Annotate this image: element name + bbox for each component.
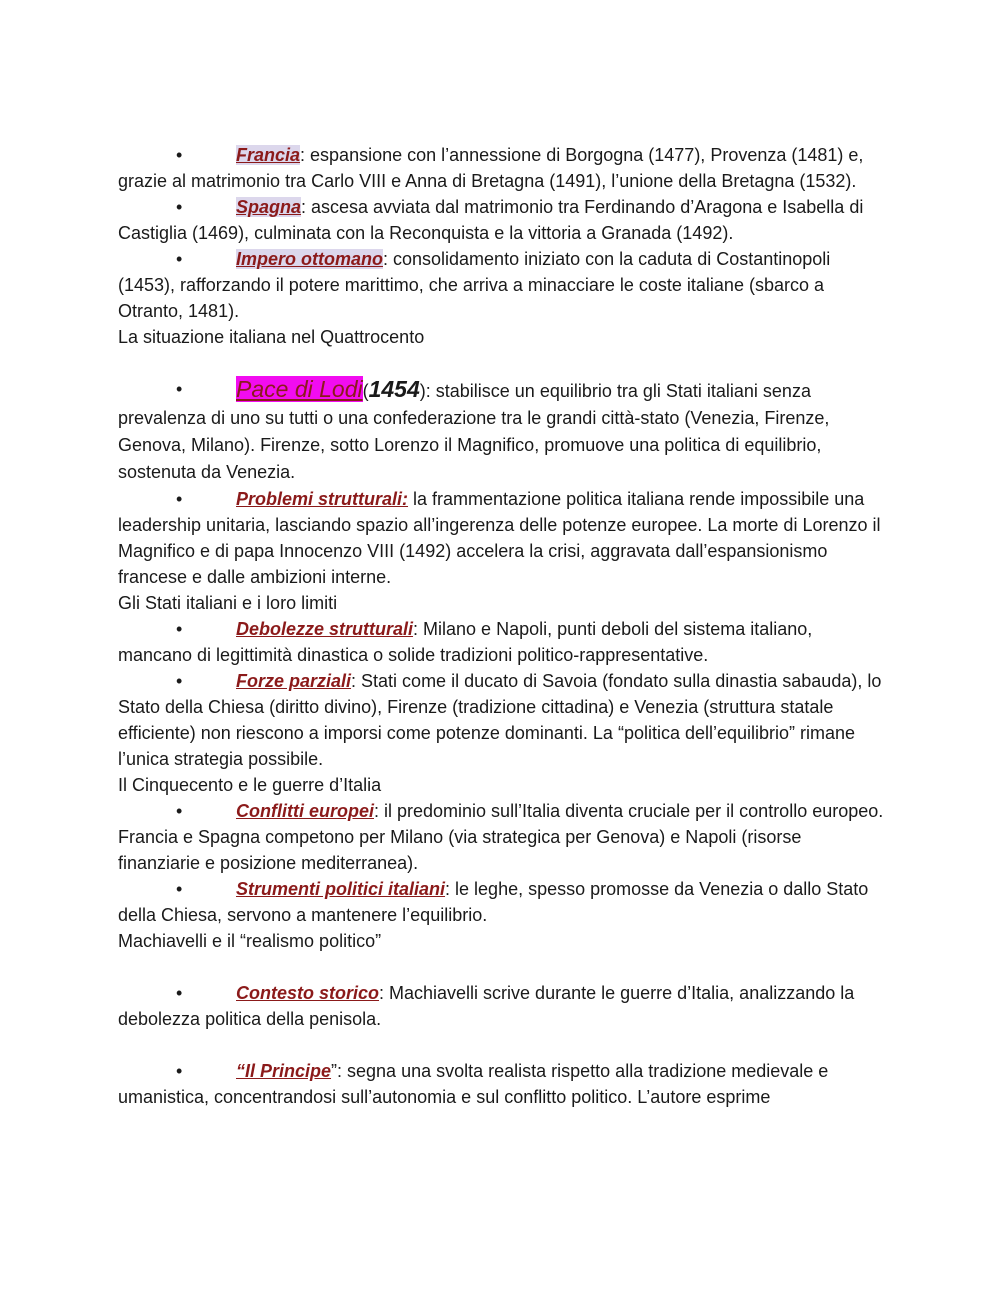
bullet-icon: • (176, 983, 183, 1003)
bullet-icon: • (176, 197, 183, 217)
bullet-icon: • (176, 619, 183, 639)
list-item-strumenti-politici (118, 876, 888, 928)
list-item-il-principe (118, 1058, 888, 1110)
list-item-conflitti-europei (118, 798, 888, 876)
section-heading: Gli Stati italiani e i loro limiti (118, 593, 338, 613)
item-text: : il predominio sull’Italia diventa cruciale per il controllo europeo. Francia e Spagna competono per Milano (via strategica per Genova) e Napoli (risorse finanziarie e posizione mediterranea). (118, 801, 884, 873)
bullet-icon: • (176, 489, 183, 509)
bullet-icon: • (176, 249, 183, 269)
paren-open: ( (362, 381, 369, 401)
bullet-icon: • (176, 801, 183, 821)
list-item-spagna (118, 194, 888, 246)
section-heading: Machiavelli e il “realismo politico” (118, 931, 382, 951)
item-text: : le leghe, spesso promosse da Venezia o dallo Stato della Chiesa, servono a mantenere l’equilibrio. (118, 879, 869, 925)
term-francia: Francia (236, 145, 301, 165)
item-text: : consolidamento iniziato con la caduta di Costantinopoli (1453), rafforzando il potere marittimo, che arriva a minacciare le coste italiane (sbarco a Otranto, 1481). (118, 249, 831, 321)
item-text: : Machiavelli scrive durante le guerre d’Italia, analizzando la debolezza politica della penisola. (118, 983, 855, 1029)
bullet-icon: • (176, 879, 183, 899)
item-text: : espansione con l’annessione di Borgogna (1477), Provenza (1481) e, grazie al matrimonio tra Carlo VIII e Anna di Bretagna (1491), l’unione della Bretagna (1532). (118, 145, 864, 191)
list-item-pace-di-lodi (118, 376, 888, 486)
item-text: : Stati come il ducato di Savoia (fondato sulla dinastia sabauda), lo Stato della Chiesa (diritto divino), Firenze (tradizione cittadina) e Venezia (struttura statale efficiente) non riescono a imporsi come potenze dominanti. La “politica dell’equilibrio” rimane l’unica strategia possibile. (118, 671, 882, 769)
term-strumenti-politici: Strumenti politici italiani (236, 879, 446, 899)
year-1454: 1454 (368, 376, 420, 402)
bullet-icon: • (176, 145, 183, 165)
term-contesto-storico: Contesto storico (236, 983, 380, 1003)
term-il-principe: “Il Principe (236, 1061, 332, 1081)
item-text: : ascesa avviata dal matrimonio tra Ferdinando d’Aragona e Isabella di Castiglia (1469), culminata con la Reconquista e la vittoria a Granada (1492). (118, 197, 864, 243)
term-spagna: Spagna (236, 197, 302, 217)
term-problemi-strutturali: Problemi strutturali: (236, 489, 409, 509)
item-text: ”: segna una svolta realista rispetto alla tradizione medievale e umanistica, concentrandosi sull’autonomia e sul conflitto politico. L’autore esprime (118, 1061, 829, 1107)
list-item-francia (118, 142, 888, 194)
term-impero-ottomano: Impero ottomano (236, 249, 383, 269)
term-forze-parziali: Forze parziali (236, 671, 352, 691)
list-item-debolezze-strutturali (118, 616, 888, 668)
item-text: la frammentazione politica italiana rende impossibile una leadership unitaria, lasciando spazio all’ingerenza delle potenze europee. La morte di Lorenzo il Magnifico e di papa Innocenzo VIII (1492) accelera la crisi, aggravata dall’espansionismo francese e dalle ambizioni interne. (118, 489, 881, 587)
item-text: : Milano e Napoli, punti deboli del sistema italiano, mancano di legittimità dinastica o solide tradizioni politico-rappresentative. (118, 619, 813, 665)
term-debolezze-strutturali: Debolezze strutturali (236, 619, 414, 639)
list-item-contesto-storico (118, 980, 888, 1032)
term-pace-di-lodi: Pace di Lodi (236, 376, 363, 402)
list-item-impero-ottomano (118, 246, 888, 324)
list-item-problemi-strutturali (118, 486, 888, 590)
list-item-forze-parziali (118, 668, 888, 772)
bullet-icon: • (176, 671, 183, 691)
bullet-icon: • (176, 379, 183, 399)
term-conflitti-europei: Conflitti europei (236, 801, 374, 821)
bullet-icon: • (176, 1061, 183, 1081)
section-heading: Il Cinquecento e le guerre d’Italia (118, 775, 382, 795)
section-heading: La situazione italiana nel Quattrocento (118, 327, 425, 347)
item-text: ): stabilisce un equilibrio tra gli Stati italiani senza prevalenza di uno su tutti o una confederazione tra le grandi città-stato (Venezia, Firenze, Genova, Milano). Firenze, sotto Lorenzo il Magnifico, promuove una politica di equilibrio, sostenuta da Venezia. (118, 381, 830, 482)
